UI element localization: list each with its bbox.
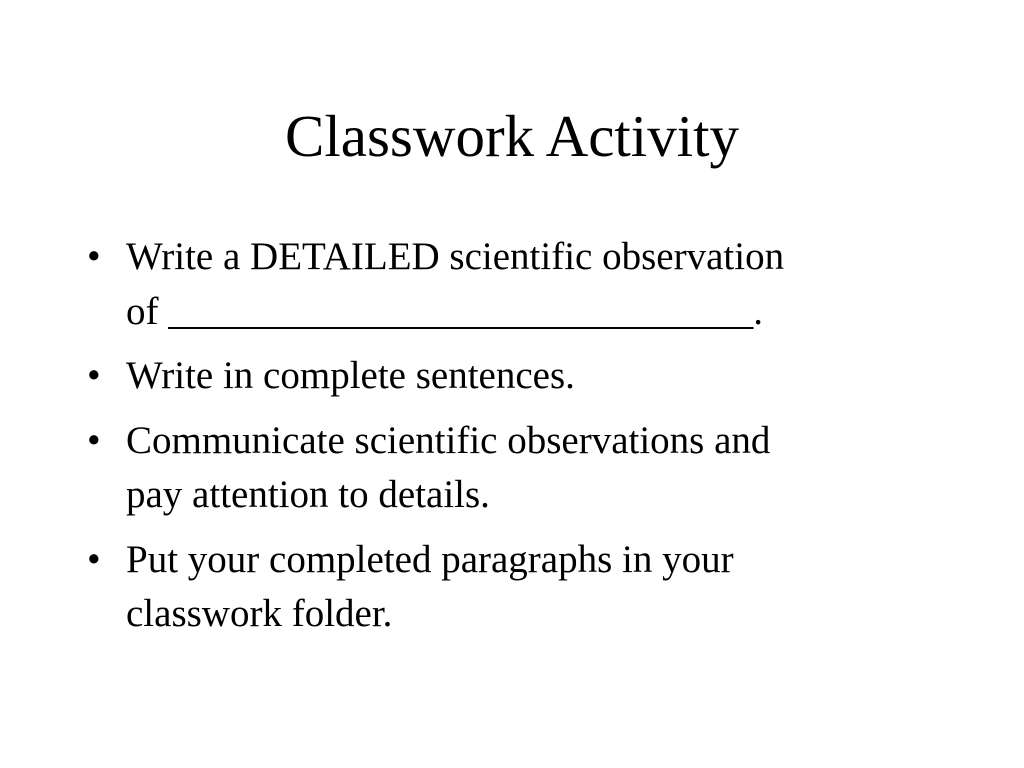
bullet-item-communicate [87,414,947,523]
bullet-text-line: pay attention to details. [126,473,490,516]
bullet-text-line: Put your completed paragraphs in your [126,537,734,581]
bullet-item-observation [87,230,947,339]
bullet-text-line: classwork folder. [126,592,393,635]
bullet-icon: • [87,537,101,581]
bullet-text-line: Write in complete sentences. [126,354,575,397]
bullet-list [87,230,947,652]
slide-title: Classwork Activity [285,103,739,169]
bullet-item-folder [87,533,947,642]
bullet-item-complete-sentences [87,349,947,404]
bullet-text-line: Communicate scientific observations and [126,418,771,462]
bullet-icon: • [87,418,101,462]
bullet-icon: • [87,354,101,397]
bullet-text-line: of ______________________________. [126,289,763,333]
bullet-text-line: Write a DETAILED scientific observation [126,235,785,278]
bullet-icon: • [87,235,101,278]
